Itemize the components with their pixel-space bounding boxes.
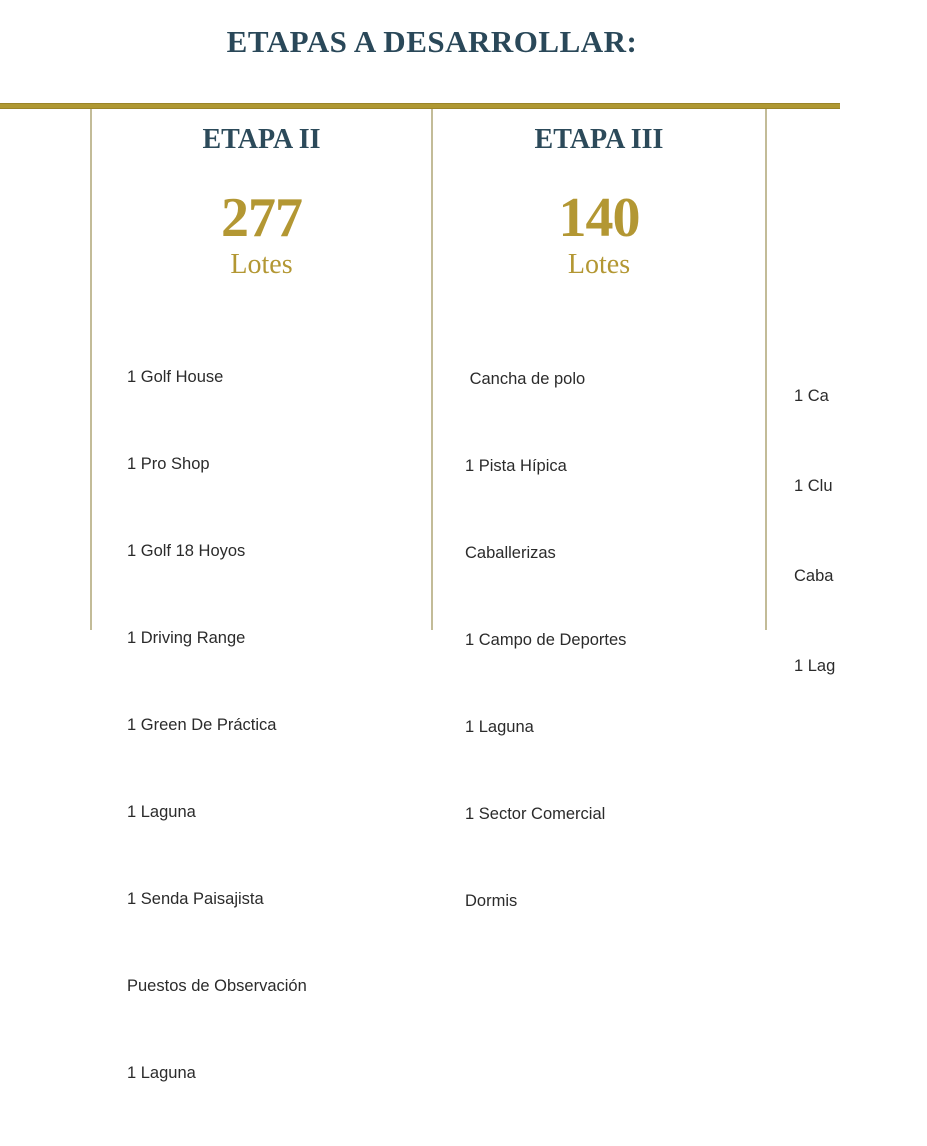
- etapa-3-heading: ETAPA III: [534, 124, 664, 155]
- etapa-2-lot-count-label: Lotes: [230, 249, 293, 280]
- list-item: Puestos de Observación: [127, 977, 307, 995]
- list-item: 1 Laguna: [127, 1064, 196, 1082]
- list-item: 1 Clu: [794, 477, 833, 495]
- partial-feature-list: [767, 321, 927, 741]
- list-item: 1 Green De Práctica: [127, 716, 277, 734]
- list-item: 1 Lag: [794, 657, 836, 675]
- list-item: 1 Campo de Deportes: [465, 631, 627, 649]
- list-item: 1 Pro Shop: [127, 455, 210, 473]
- page-title: ETAPAS A DESARROLLAR:: [226, 23, 638, 59]
- list-item: 1 Laguna: [127, 803, 196, 821]
- etapa-3-feature-list: [433, 307, 765, 974]
- etapa-2-feature-list: [92, 305, 431, 1146]
- list-item: Cancha de polo: [465, 370, 586, 388]
- column-etapa-3: [433, 109, 765, 910]
- list-item: Dormis: [465, 892, 518, 910]
- list-item: Caba: [794, 567, 834, 585]
- list-item: 1 Driving Range: [127, 629, 246, 647]
- etapa-2-lot-count: 277: [221, 187, 302, 249]
- list-item: 1 Senda Paisajista: [127, 890, 264, 908]
- etapa-3-lot-count-label: Lotes: [567, 249, 631, 280]
- list-item: 1 Golf House: [127, 368, 224, 386]
- list-item: 1 Ca: [794, 387, 829, 405]
- column-next-etapa-partial: [767, 109, 927, 675]
- list-item: 1 Pista Hípica: [465, 457, 567, 475]
- list-item: 1 Golf 18 Hoyos: [127, 542, 246, 560]
- list-item: 1 Sector Comercial: [465, 805, 606, 823]
- etapa-3-lot-count: 140: [558, 187, 640, 249]
- list-item: 1 Laguna: [465, 718, 534, 736]
- column-etapa-2: [92, 109, 431, 1082]
- etapa-2-heading: ETAPA II: [202, 124, 321, 155]
- list-item: Caballerizas: [465, 544, 556, 562]
